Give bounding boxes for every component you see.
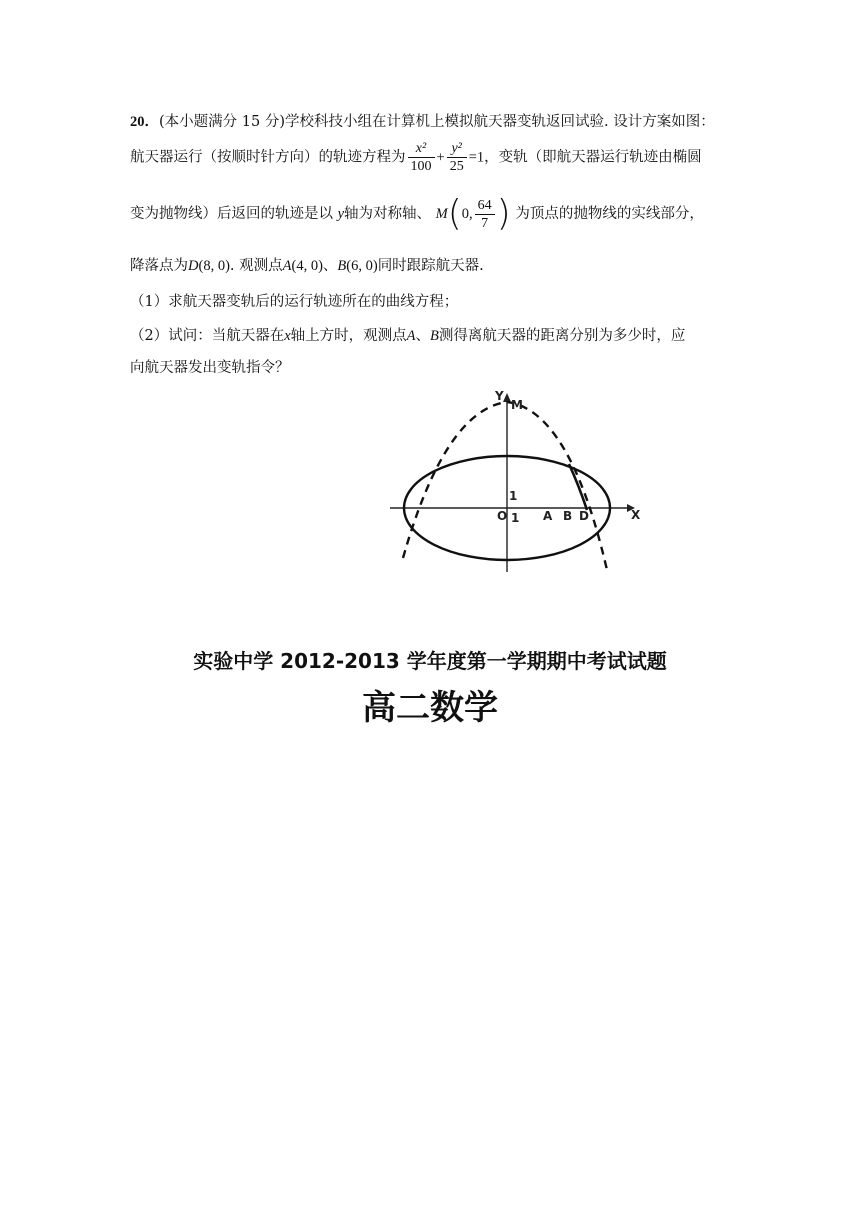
- point-M: M: [435, 206, 448, 222]
- problem-number: 20．: [130, 114, 159, 130]
- fraction-64-over-7: $\frac{64}{7}$: [475, 197, 495, 232]
- label-D: D: [579, 509, 589, 523]
- problem-line2-text: 航天器运行（按顺时针方向）的轨迹方程为: [130, 149, 406, 166]
- problem-line-3: [130, 193, 704, 234]
- problem-line-4: [130, 256, 484, 276]
- label-B: B: [563, 509, 573, 523]
- label-O: O: [497, 509, 508, 523]
- question-1: （1）求航天器变轨后的运行轨迹所在的曲线方程；: [130, 294, 459, 310]
- label-A: A: [543, 509, 553, 523]
- q2-separator: 、: [415, 328, 431, 344]
- problem-line3-text: 变为抛物线）后返回的轨迹是以: [130, 206, 333, 222]
- var-y: y: [337, 206, 345, 222]
- question-2: [130, 326, 685, 346]
- label-1-x: 1: [511, 511, 520, 525]
- point-A-coords: (4, 0): [291, 258, 323, 274]
- label-Y: Y: [495, 389, 504, 403]
- problem-line3-axis: 轴为对称轴、: [344, 206, 432, 222]
- point-B-coords: (6, 0): [346, 258, 378, 274]
- paren-open: (: [447, 193, 462, 234]
- problem-line2-rest: ，变轨（即航天器运行轨迹由椭圆: [484, 149, 702, 166]
- point-D: D: [188, 258, 199, 274]
- point-D-coords: (8, 0): [198, 258, 230, 274]
- q2-point-A: A: [406, 328, 416, 344]
- equals-one: =1: [468, 149, 485, 166]
- landing-text: 降落点为: [130, 258, 188, 274]
- point-M-x: 0,: [461, 206, 473, 222]
- label-1-y: 1: [509, 489, 518, 503]
- observe-text: . 观测点: [229, 258, 283, 274]
- problem-intro: (本小题满分 15 分)学校科技小组在计算机上模拟航天器变轨返回试验. 设计方案如图：: [159, 114, 715, 130]
- separator: 、: [322, 258, 338, 274]
- label-M: M: [511, 398, 523, 412]
- problem-line-2: [130, 140, 702, 175]
- label-X: X: [631, 508, 641, 522]
- exam-title: 实验中学 2012-2013 学年度第一学期期中考试试题: [193, 649, 667, 673]
- question-2-line-2: 向航天器发出变轨指令？: [130, 360, 290, 376]
- tracking-text: 同时跟踪航天器.: [377, 258, 484, 274]
- problem-line-1: [130, 112, 715, 132]
- fraction-y2-over-25: $\frac{\text{y²}}{25}$: [447, 140, 467, 175]
- paren-close: ): [496, 193, 511, 234]
- q2-text-c: 测得离航天器的距离分别为多少时，应: [438, 328, 686, 344]
- subject-title: 高二数学: [362, 688, 498, 728]
- y-axis-arrow: [503, 393, 511, 402]
- q2-text-a: （2）试问：当航天器在: [130, 328, 285, 344]
- trajectory-figure: [385, 380, 655, 580]
- fraction-x2-over-100: $\frac{\text{x²}}{100}$: [408, 140, 435, 175]
- point-B: B: [337, 258, 347, 274]
- q2-point-B: B: [430, 328, 439, 344]
- q2-text-b: 轴上方时，观测点: [290, 328, 407, 344]
- var-x: x: [284, 328, 291, 344]
- plus-sign: +: [436, 149, 445, 166]
- point-A: A: [282, 258, 292, 274]
- problem-line3-rest: 为顶点的抛物线的实线部分，: [515, 206, 704, 222]
